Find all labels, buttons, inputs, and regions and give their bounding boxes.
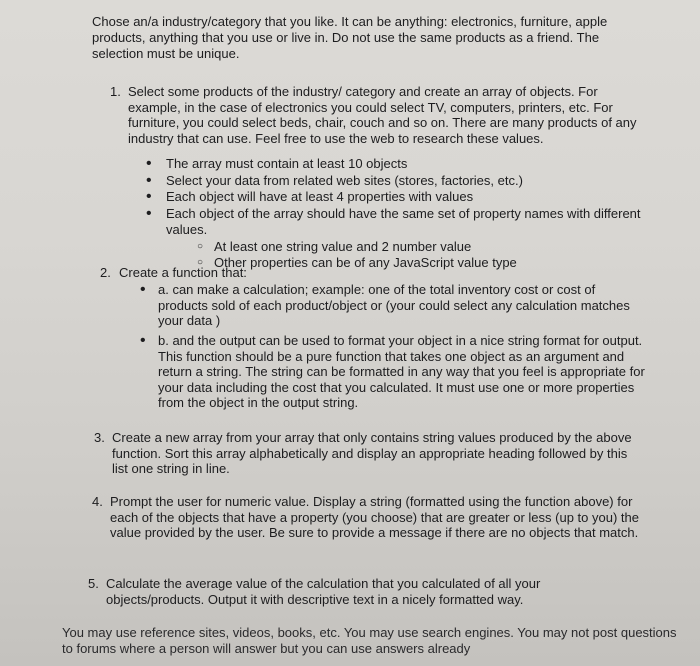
bullet-text: The array must contain at least 10 objects	[166, 156, 408, 171]
circle-bullet-icon: ○	[197, 257, 204, 268]
bullet-text: b. and the output can be used to format your object in a nice string format for output. This function should be a pure function that takes one object as an argument and return a string. The string can be formatted in any way that you feel is appropriate for your data including the cost that you calculated. It must use one or more properties from the object in the output string.	[158, 333, 645, 410]
intro-paragraph: Chose an/a industry/category that you like. It can be anything: electronics, furniture, apple products, anything that you use or live in. Do not use the same products as a friend. The selection must be unique.	[92, 14, 608, 61]
subbullet-text: At least one string value and 2 number value	[214, 239, 472, 254]
item-text: Create a new array from your array that only contains string values produced by the above function. Sort this array alphabetically and display an appropriate heading followed by this list one string in line.	[112, 430, 632, 476]
item-number: 1.	[110, 84, 121, 99]
bullet-icon: •	[146, 188, 152, 205]
bullet-icon: •	[146, 172, 152, 189]
bullet-text: Each object of the array should have the same set of property names with different values.	[166, 206, 641, 237]
item-number: 5.	[88, 576, 99, 591]
bullet-text: a. can make a calculation; example: one of the total inventory cost or cost of products sold of each product/object or (your could select any calculation matches your data )	[158, 282, 630, 328]
item-text: Prompt the user for numeric value. Display a string (formatted using the function above) for each of the objects that have a property (you choose) that are greater or less (up to you) the value provided by the user. Be sure to provide a message if there are no objects that match.	[110, 494, 639, 540]
bullet-text: Each object will have at least 4 properties with values	[166, 189, 474, 204]
bullet-icon: •	[146, 205, 152, 222]
item-number: 3.	[94, 430, 105, 445]
item-number: 2.	[100, 265, 111, 280]
subbullet-text: Other properties can be of any JavaScript value type	[214, 255, 517, 270]
bullet-text: Select your data from related web sites (stores, factories, etc.)	[166, 173, 523, 188]
bullet-icon: •	[140, 332, 146, 349]
item-number: 4.	[92, 494, 103, 509]
bullet-icon: •	[146, 155, 152, 172]
bullet-icon: •	[140, 281, 146, 298]
footer-paragraph: You may use reference sites, videos, books, etc. You may use search engines. You may not post questions to forums where a person will answer but you can use answers already	[62, 625, 677, 656]
item-text: Create a function that:	[119, 265, 247, 280]
item-text: Calculate the average value of the calculation that you calculated of all your objects/products. Output it with descriptive text in a nicely formatted way.	[106, 576, 541, 607]
item-text: Select some products of the industry/ category and create an array of objects. For example, in the case of electronics you could select TV, computers, printers, etc. For furniture, you could select beds, chair, couch and so on. There are many products of any industry that can use. Feel free to use the web to research these values.	[128, 84, 637, 146]
circle-bullet-icon: ○	[197, 241, 204, 252]
